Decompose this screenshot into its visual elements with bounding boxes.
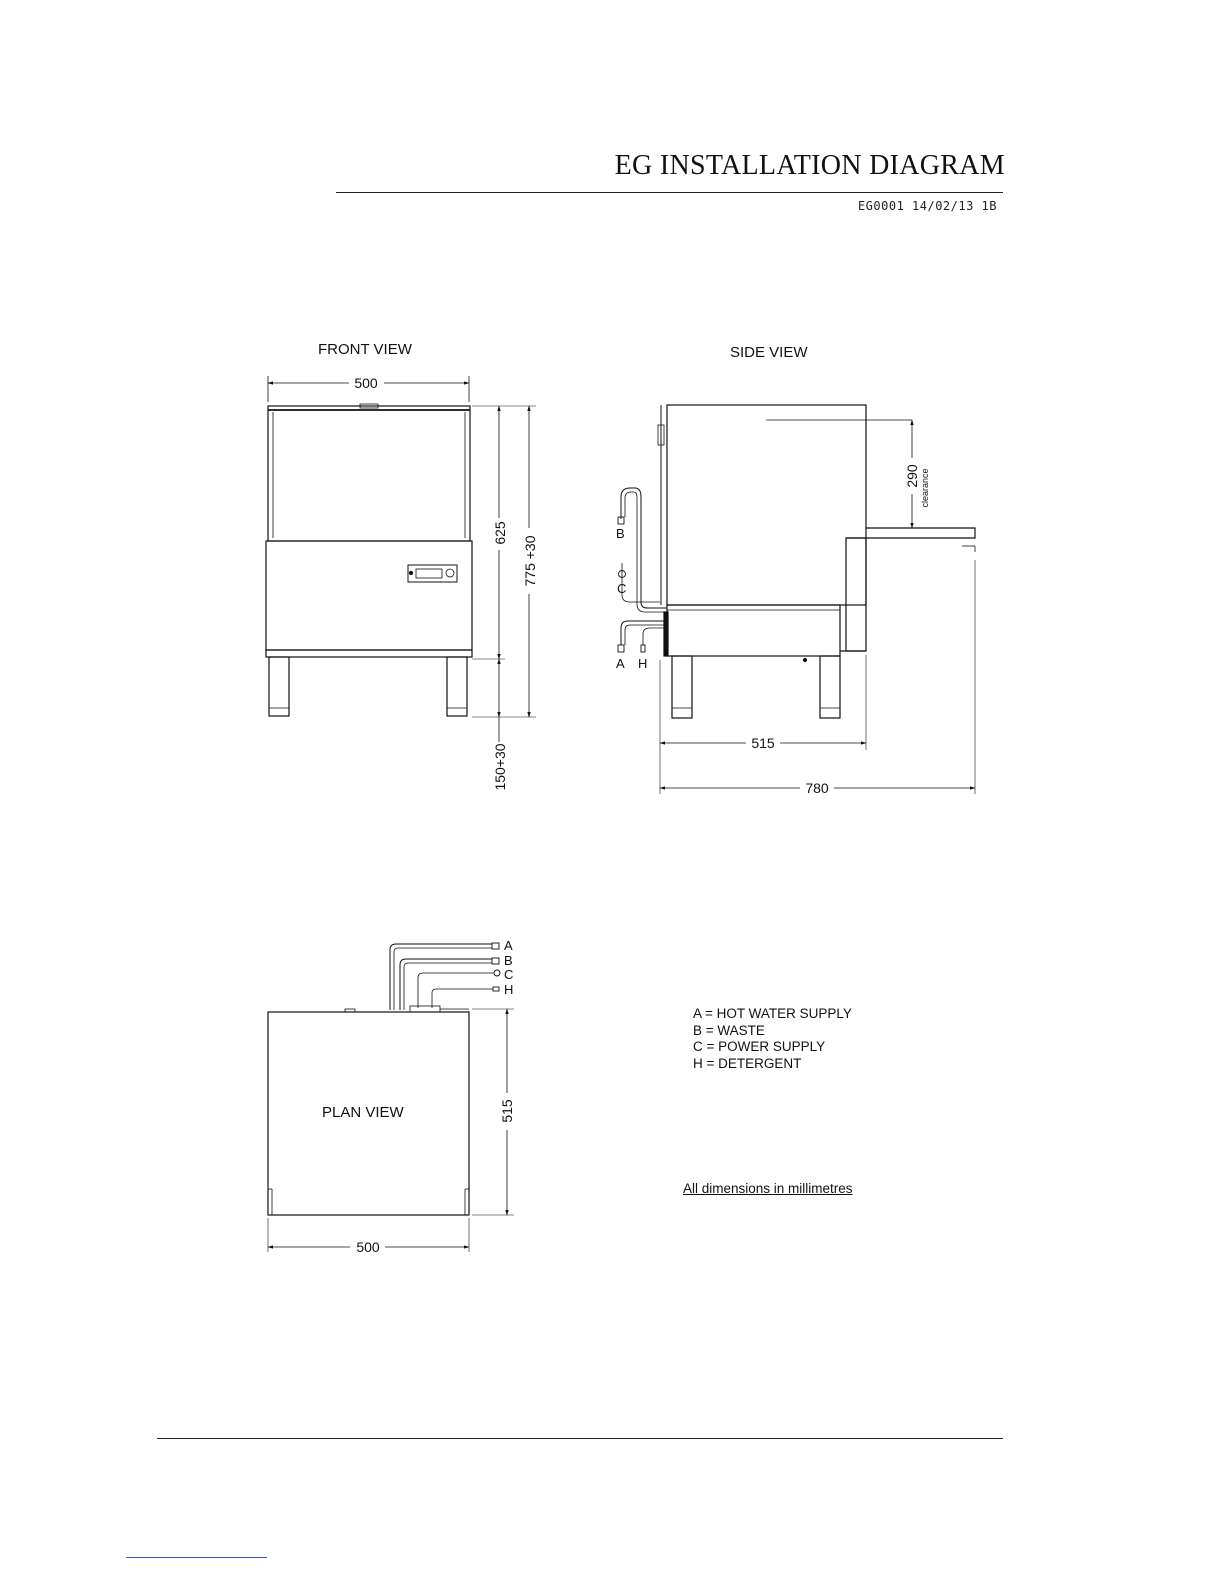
plan-hose-h xyxy=(432,989,493,1008)
document-reference: EG0001 14/02/13 1B xyxy=(857,199,997,213)
front-leg-right xyxy=(447,657,467,716)
plan-conn-label-h: H xyxy=(504,982,514,997)
side-leg-front xyxy=(672,656,692,718)
front-view xyxy=(266,341,538,791)
control-panel xyxy=(408,565,457,582)
front-body-height-dimension: 625 xyxy=(492,521,508,545)
front-leg-height-dimension: 150+30 xyxy=(492,743,508,791)
plan-view-label: PLAN VIEW xyxy=(322,1104,404,1121)
page-title: EG INSTALLATION DIAGRAM xyxy=(614,150,1005,181)
waste-hose xyxy=(621,488,667,608)
legend-item-c: C = POWER SUPPLY xyxy=(693,1039,826,1054)
plan-depth-dimension: 515 xyxy=(499,1099,515,1123)
plan-conn-label-a: A xyxy=(504,938,513,953)
side-open-depth-dimension: 780 xyxy=(805,780,829,796)
side-hood-open-tray xyxy=(866,528,975,538)
plan-conn-label-c: C xyxy=(504,967,514,982)
side-hood xyxy=(667,405,866,605)
side-view xyxy=(616,344,975,796)
plan-hose-b xyxy=(400,959,492,1010)
front-leg-left xyxy=(269,657,289,716)
side-leg-back xyxy=(820,656,840,718)
units-note: All dimensions in millimetres xyxy=(683,1181,853,1196)
side-depth-dimension: 515 xyxy=(751,735,775,751)
plan-width-dimension: 500 xyxy=(356,1239,380,1255)
front-width-dimension: 500 xyxy=(354,375,378,391)
side-conn-label-h: H xyxy=(638,656,648,671)
front-cabinet xyxy=(266,541,472,650)
side-view-label: SIDE VIEW xyxy=(730,344,808,361)
plan-cable-c xyxy=(418,973,494,1008)
legend-item-b: B = WASTE xyxy=(693,1022,765,1038)
front-hood xyxy=(268,406,470,541)
side-conn-label-b: B xyxy=(616,526,625,541)
legend-item-a: A = HOT WATER SUPPLY xyxy=(693,1006,852,1021)
connection-legend xyxy=(693,1006,852,1072)
side-cabinet xyxy=(846,538,866,651)
plan-view xyxy=(268,938,515,1255)
plan-conn-label-b: B xyxy=(504,953,513,968)
side-conn-label-a: A xyxy=(616,656,625,671)
side-clearance-note: clearance xyxy=(920,468,930,508)
side-clearance-dimension: 290 xyxy=(904,464,920,488)
footer-link-underline[interactable] xyxy=(126,1557,267,1558)
plan-hose-a xyxy=(390,944,492,1010)
legend-item-h: H = DETERGENT xyxy=(693,1055,802,1071)
footer-rule xyxy=(157,1438,1003,1439)
front-view-label: FRONT VIEW xyxy=(318,341,412,358)
side-conn-label-c: C xyxy=(617,581,627,596)
front-total-height-dimension: 775 +30 xyxy=(522,535,538,587)
